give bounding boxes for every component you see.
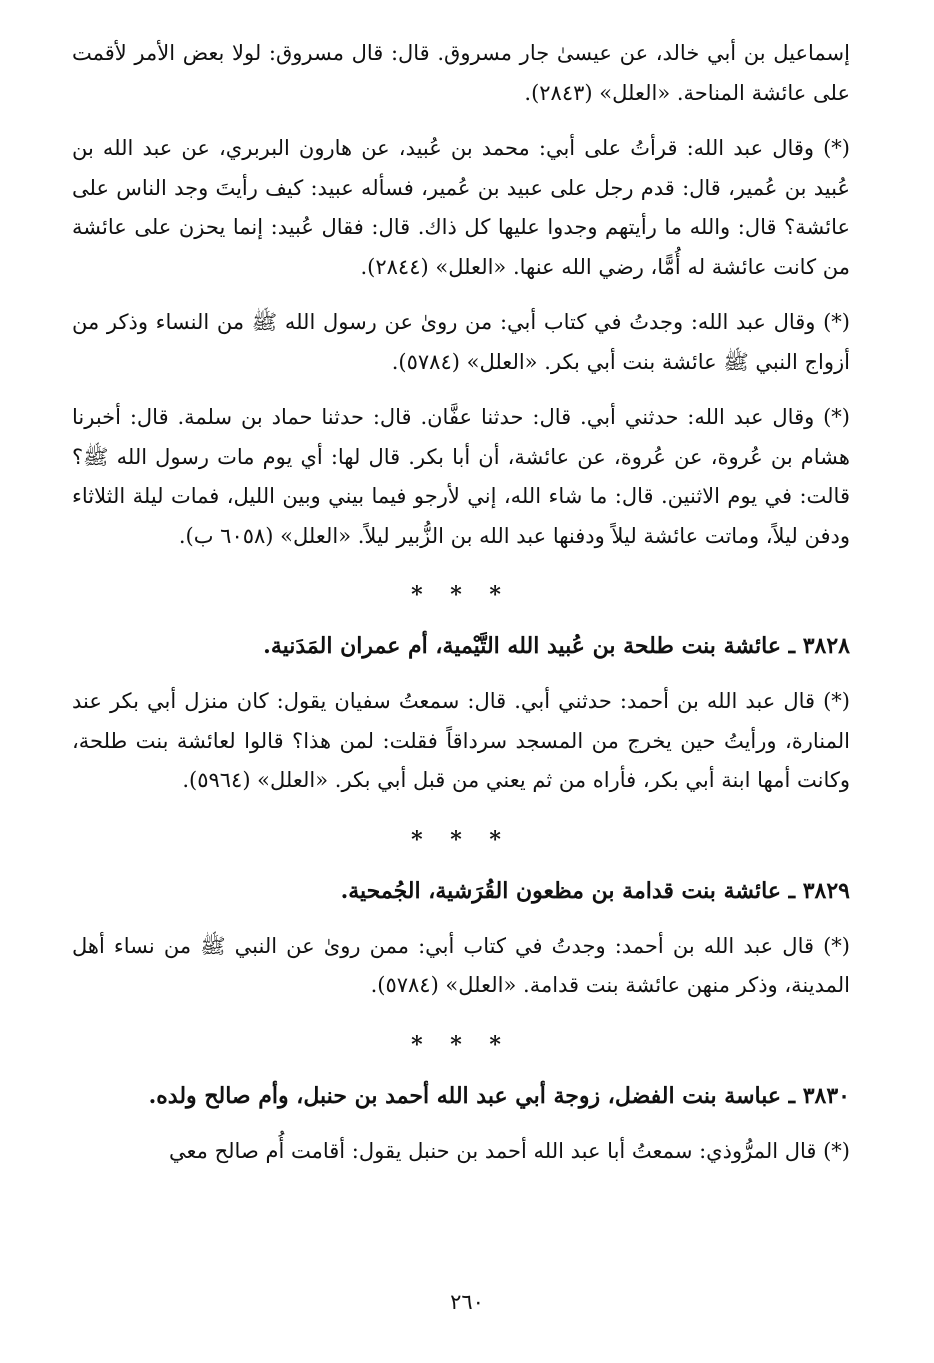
paragraph-1: إسماعيل بن أبي خالد، عن عيسىٰ جار مسروق. قال: قال مسروق: لولا بعض الأمر لأقمت على عائشة المناحة. «العلل» (٢٨٤٣). — [72, 41, 850, 105]
page-number: ٢٦٠ — [450, 1290, 484, 1314]
section-separator: * * * — [411, 826, 511, 853]
paragraph-6: (*) قال عبد الله بن أحمد: وجدتُ في كتاب أبي: ممن روىٰ عن النبي ﷺ من نساء أهل المدينة، وذكر منهن عائشة بنت قدامة. «العلل» (٥٧٨٤). — [72, 933, 850, 997]
page-body — [72, 34, 850, 1171]
paragraph-7: (*) قال المرُّوذي: سمعتُ أبا عبد الله أحمد بن حنبل يقول: أقامت أُم صالح معي — [169, 1138, 850, 1163]
paragraph-5: (*) قال عبد الله بن أحمد: حدثني أبي. قال: سمعتُ سفيان يقول: كان منزل أبي بكر عند المنارة، ورأيتُ حين يخرج من المسجد سرداقاً فقلت: لمن هذا؟ قالوا لعائشة بنت طلحة، وكانت أمها ابنة أبي بكر، فأراه من ثم يعني من قبل أبي بكر. «العلل» (٥٩٦٤). — [72, 689, 850, 792]
paragraph-4: (*) وقال عبد الله: حدثني أبي. قال: حدثنا عفَّان. قال: حدثنا حماد بن سلمة. قال: أخبرنا هشام بن عُروة، عن عُروة، عن عائشة، أن أبا بكر. قال لها: أي يوم مات رسول الله ﷺ؟ قالت: في يوم الاثنين. قال: ما شاء الله، إني لأرجو فيما بيني وبين الليل، فمات ليلة الثلاثاء ودفن ليلاً، وماتت عائشة ليلاً ودفنها عبد الله بن الزُّبير ليلاً. «العلل» (٦٠٥٨ ب). — [72, 405, 850, 548]
paragraph-3: (*) وقال عبد الله: وجدتُ في كتاب أبي: من روىٰ عن رسول الله ﷺ من النساء وذكر من أزواج النبي ﷺ عائشة بنت أبي بكر. «العلل» (٥٧٨٤). — [72, 310, 850, 374]
paragraph-2: (*) وقال عبد الله: قرأتُ على أبي: محمد بن عُبيد، عن هارون البربري، عن عبد الله بن عُبيد بن عُمير، قال: قدم رجل على عبيد بن عُمير، فسأله عبيد: كيف رأيتَ وجد الناس على عائشة؟ قال: والله ما رأيتهم وجدوا عليها كل ذاك. قال: فقال عُبيد: إنما يحزن على عائشة من كانت عائشة له أُمًّا، رضي الله عنها. «العلل» (٢٨٤٤). — [72, 136, 850, 279]
section-separator: * * * — [411, 582, 511, 608]
entry-heading-3829: ٣٨٢٩ ـ عائشة بنت قدامة بن مظعون القُرَشية، الجُمحية. — [340, 877, 850, 904]
entry-heading-3830: ٣٨٣٠ ـ عباسة بنت الفضل، زوجة أبي عبد الله أحمد بن حنبل، وأم صالح ولده. — [148, 1082, 850, 1109]
entry-heading-3828: ٣٨٢٨ ـ عائشة بنت طلحة بن عُبيد الله التَّيْمية، أم عمران المَدَنية. — [263, 633, 850, 659]
section-separator: * * * — [411, 1031, 511, 1058]
